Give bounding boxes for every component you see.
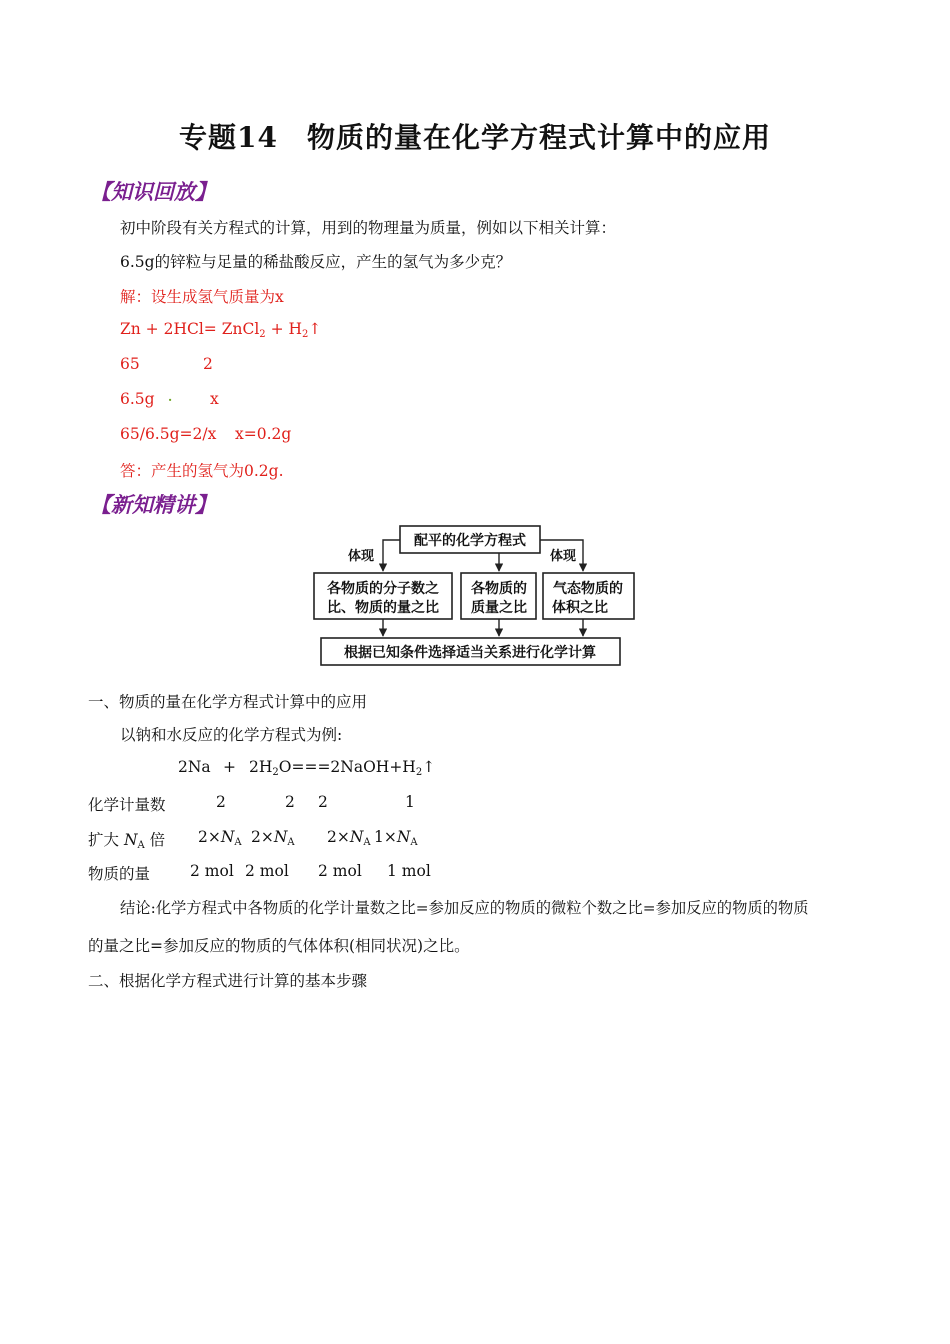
section-heading-new: 【新知精讲】: [90, 493, 216, 517]
coef-value: 2: [216, 793, 226, 811]
solution-setup: 解：设生成氢气质量为x: [120, 288, 284, 306]
equation-part: Zn + 2HCl= ZnCl: [120, 320, 260, 338]
moles-value: 1 mol: [387, 862, 431, 880]
subscript: A: [234, 837, 242, 848]
moles-value: 2 mol: [245, 862, 289, 880]
value-part: N: [273, 828, 288, 846]
subscript: A: [137, 840, 145, 851]
gas-arrow: ↑: [422, 758, 436, 776]
mass-h2: 2: [203, 355, 213, 373]
box3-line2: 体积之比: [552, 600, 608, 616]
mass-zn: 65: [120, 355, 140, 373]
example-intro: 以钠和水反应的化学方程式为例:: [120, 726, 343, 744]
box2-line1: 各物质的: [471, 581, 527, 597]
section-heading-review: 【知识回放】: [90, 180, 216, 204]
equation-part: 2H: [249, 758, 273, 776]
top-box-text: 配平的化学方程式: [414, 533, 526, 549]
box2-line2: 质量之比: [471, 600, 527, 616]
expand-value: [374, 828, 418, 848]
label-part: 倍: [144, 831, 166, 849]
given-mass: 6.5g: [120, 390, 155, 408]
subscript: 2: [272, 767, 279, 778]
label-right: 体现: [550, 549, 577, 564]
value-part: N: [396, 828, 411, 846]
equation-part: O===2NaOH+H: [278, 758, 416, 776]
box1-line1: 各物质的分子数之: [327, 581, 439, 597]
part2-title: 二、根据化学方程式进行计算的基本步骤: [88, 972, 368, 990]
dot-mark: .: [168, 390, 173, 404]
subscript: 2: [259, 329, 266, 340]
ratio-equation: 65/6.5g=2/x: [120, 425, 217, 443]
box3-line1: 气态物质的: [553, 581, 623, 597]
value-part: N: [349, 828, 364, 846]
result-value: x=0.2g: [235, 425, 292, 443]
subscript: A: [410, 837, 418, 848]
value-part: 1×: [374, 828, 397, 846]
value-part: N: [220, 828, 235, 846]
coef-value: 1: [405, 793, 415, 811]
label-part: 扩大: [88, 831, 124, 849]
expand-label: [88, 828, 165, 851]
coef-value: 2: [285, 793, 295, 811]
equation-rest: [249, 758, 435, 778]
value-part: 2×: [198, 828, 221, 846]
expand-value: [198, 828, 242, 848]
moles-label: 物质的量: [88, 865, 151, 883]
coef-label: 化学计量数: [88, 796, 166, 814]
moles-value: 2 mol: [190, 862, 234, 880]
conclusion-line2: 的量之比=参加反应的物质的气体体积(相同状况)之比。: [88, 937, 470, 955]
part1-title: 一、物质的量在化学方程式计算中的应用: [88, 693, 368, 711]
value-part: 2×: [251, 828, 274, 846]
box1-line2: 比、物质的量之比: [327, 600, 439, 616]
label-left: 体现: [348, 549, 375, 564]
moles-value: 2 mol: [318, 862, 362, 880]
value-part: 2×: [327, 828, 350, 846]
conclusion-line1: 结论:化学方程式中各物质的化学计量数之比=参加反应的物质的微粒个数之比=参加反应的物质的物质: [120, 899, 809, 917]
subscript: 2: [302, 329, 309, 340]
subscript: A: [287, 837, 295, 848]
subscript: 2: [415, 767, 423, 778]
equation-part: + H: [265, 320, 303, 338]
expand-value: [327, 828, 371, 848]
equation-na: 2Na: [178, 758, 211, 776]
question-text: 6.5g的锌粒与足量的稀盐酸反应，产生的氢气为多少克？: [120, 253, 512, 271]
solution-equation: [120, 320, 321, 340]
expand-value: [251, 828, 295, 848]
relationship-diagram: [310, 524, 640, 672]
bottom-box-text: 根据已知条件选择适当关系进行化学计算: [344, 645, 596, 661]
page-title: 专题14 物质的量在化学方程式计算中的应用: [179, 121, 771, 154]
unknown-mass: x: [210, 390, 219, 408]
coef-value: 2: [318, 793, 328, 811]
gas-arrow: ↑: [308, 320, 322, 338]
intro-text: 初中阶段有关方程式的计算，用到的物理量为质量，例如以下相关计算：: [120, 219, 617, 237]
arrow-left: [383, 540, 400, 571]
label-part: N: [123, 831, 138, 849]
answer-text: 答：产生的氢气为0.2g.: [120, 462, 284, 480]
subscript: A: [363, 837, 371, 848]
equation-plus: +: [223, 758, 236, 776]
